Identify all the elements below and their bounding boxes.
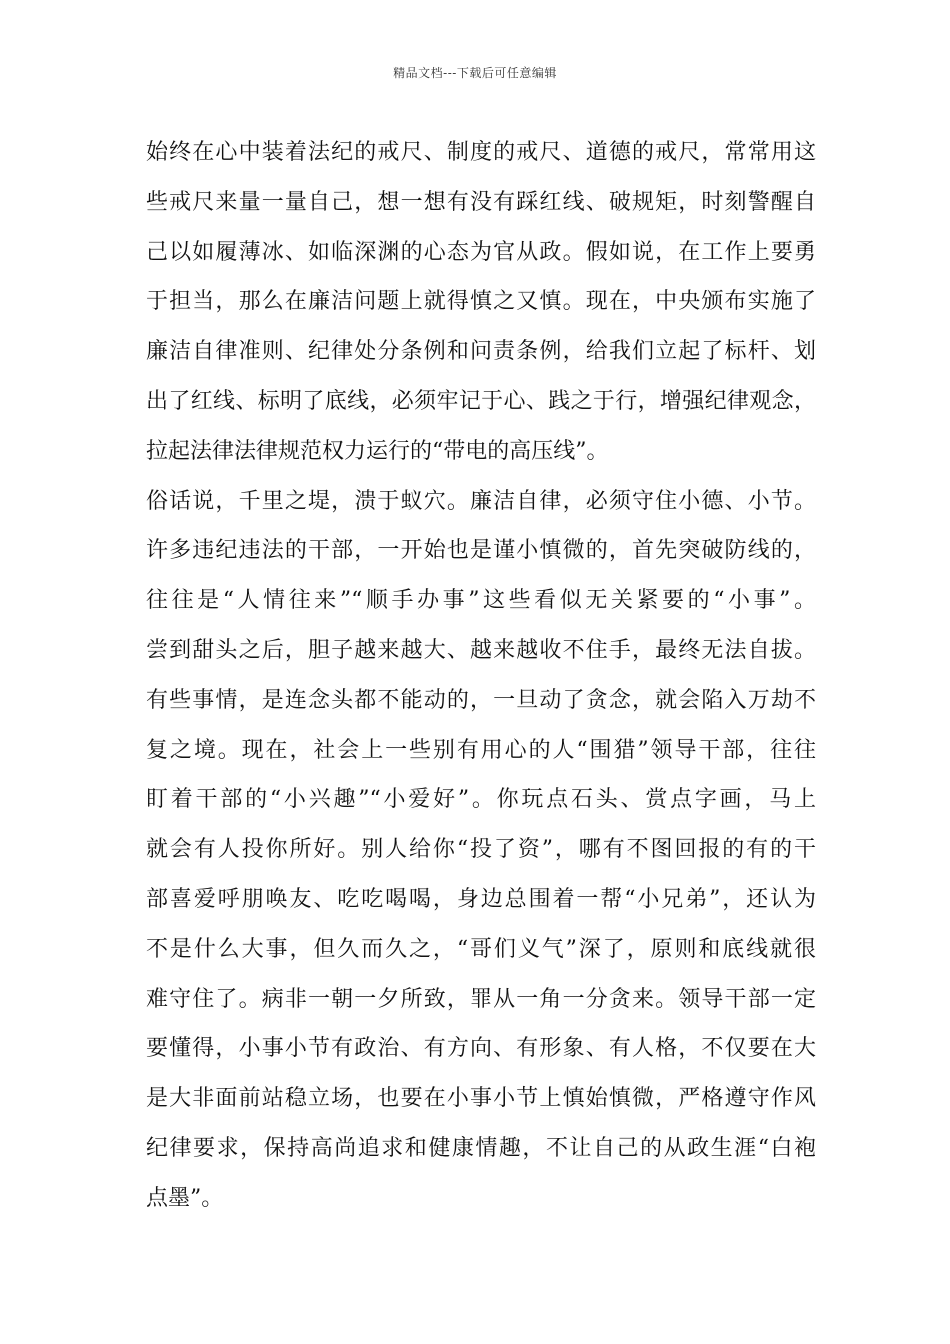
- text-line: 廉洁自律准则、纪律处分条例和问责条例，给我们立起了标杆、划: [146, 339, 816, 365]
- page-header: 精品文档---下载后可任意编辑: [393, 66, 557, 80]
- paragraph-1: [146, 128, 816, 477]
- text-line: 复之境。现在，社会上一些别有用心的人“围猎”领导干部，往往: [146, 737, 816, 763]
- text-line: 盯着干部的“小兴趣”“小爱好”。你玩点石头、赏点字画，马上: [146, 787, 816, 813]
- text-line: 往往是“人情往来”“顺手办事”这些看似无关紧要的“小事”。: [146, 588, 816, 614]
- text-line: 有些事情，是连念头都不能动的，一旦动了贪念，就会陷入万劫不: [146, 687, 816, 713]
- document-body: [146, 128, 816, 1224]
- text-line: 不是什么大事，但久而久之，“哥们义气”深了，原则和底线就很: [146, 936, 816, 962]
- text-line: 尝到甜头之后，胆子越来越大、越来越收不住手，最终无法自拔。: [146, 637, 816, 663]
- text-line: 己以如履薄冰、如临深渊的心态为官从政。假如说，在工作上要勇: [146, 239, 816, 265]
- text-line: 于担当，那么在廉洁问题上就得慎之又慎。现在，中央颁布实施了: [146, 289, 816, 315]
- text-line: 难守住了。病非一朝一夕所致，罪从一角一分贪来。领导干部一定: [146, 986, 816, 1012]
- text-line: 纪律要求，保持高尚追求和健康情趣，不让自己的从政生涯“白袍: [146, 1135, 816, 1161]
- text-line: 出了红线、标明了底线，必须牢记于心、践之于行，增强纪律观念，: [146, 388, 816, 414]
- text-line: 些戒尺来量一量自己，想一想有没有踩红线、破规矩，时刻警醒自: [146, 189, 816, 215]
- text-line: 始终在心中装着法纪的戒尺、制度的戒尺、道德的戒尺，常常用这: [146, 140, 816, 165]
- text-line: 是大非面前站稳立场，也要在小事小节上慎始慎微，严格遵守作风: [146, 1086, 816, 1112]
- paragraph-2: [146, 477, 816, 1224]
- text-line: 许多违纪违法的干部，一开始也是谨小慎微的，首先突破防线的，: [146, 538, 816, 564]
- text-line: 点墨”。: [146, 1185, 224, 1211]
- text-line: 就会有人投你所好。别人给你“投了资”，哪有不图回报的有的干: [146, 837, 816, 863]
- text-line: 俗话说，千里之堤，溃于蚁穴。廉洁自律，必须守住小德、小节。: [146, 488, 816, 514]
- text-line: 要懂得，小事小节有政治、有方向、有形象、有人格，不仅要在大: [146, 1036, 816, 1062]
- text-line: 拉起法律法律规范权力运行的“带电的高压线”。: [146, 438, 609, 464]
- text-line: 部喜爱呼朋唤友、吃吃喝喝，身边总围着一帮“小兄弟”，还认为: [146, 886, 816, 912]
